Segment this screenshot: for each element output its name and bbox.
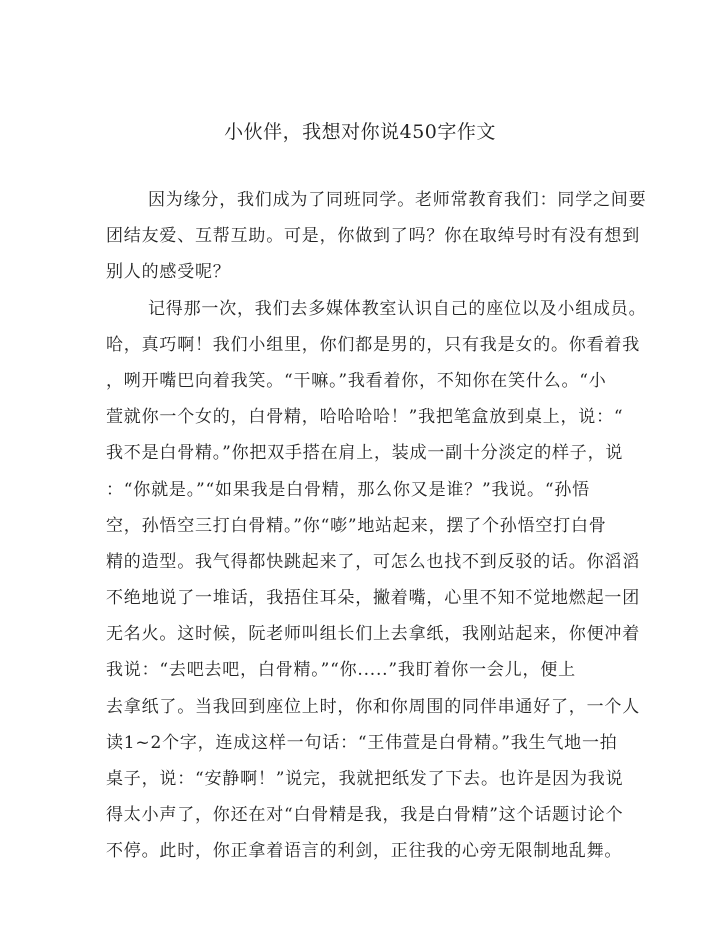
paragraph-1-line-2: 团结友爱、互帮互助。可是，你做到了吗？你在取绰号时有没有想到 [106, 226, 640, 247]
document-body [106, 186, 647, 874]
paragraph-2-line-7: 空，孙悟空三打白骨精。”你“嘭”地站起来，摆了个孙悟空打白骨 [106, 515, 607, 536]
paragraph-2-line-16: 不停。此时，你正拿着语言的利剑，正往我的心旁无限制地乱舞。 [106, 841, 623, 862]
paragraph-2-line-12: 去拿纸了。当我回到座位上时，你和你周围的同伴串通好了，一个人 [106, 696, 640, 717]
paragraph-1-line-3: 别人的感受呢？ [106, 262, 231, 283]
paragraph-2-line-5: 我不是白骨精。”你把双手搭在肩上，装成一副十分淡定的样子，说 [106, 443, 624, 464]
paragraph-2-line-3: ，咧开嘴巴向着我笑。“干嘛。”我看着你，不知你在笑什么。“小 [106, 370, 607, 391]
paragraph-2-line-10: 无名火。这时候，阮老师叫组长们上去拿纸，我刚站起来，你便冲着 [106, 624, 640, 645]
paragraph-2-line-8: 精的造型。我气得都快跳起来了，可怎么也找不到反驳的话。你滔滔 [106, 551, 640, 572]
paragraph-2-line-6: ：“你就是。”“如果我是白骨精，那么你又是谁？”我说。“孙悟 [106, 479, 590, 500]
paragraph-2-line-4: 萱就你一个女的，白骨精，哈哈哈哈！”我把笔盒放到桌上，说：“ [106, 407, 624, 428]
paragraph-1-line-1: 因为缘分，我们成为了同班同学。老师常教育我们：同学之间要 [148, 190, 647, 210]
paragraph-2-line-9: 不绝地说了一堆话，我捂住耳朵，撇着嘴，心里不知不觉地燃起一团 [106, 588, 640, 609]
paragraph-2-line-1: 记得那一次，我们去多媒体教室认识自己的座位以及小组成员。 [148, 298, 647, 319]
paragraph-2-line-15: 得太小声了，你还在对“白骨精是我，我是白骨精”这个话题讨论个 [106, 805, 624, 826]
paragraph-2-line-11: 我说：“去吧去吧，白骨精。”“你.....”我盯着你一会儿，便上 [106, 660, 576, 681]
document-title: 小伙伴，我想对你说450字作文 [224, 121, 496, 143]
paragraph-2-line-13: 读1~2个字，连成这样一句话：“王伟萱是白骨精。”我生气地一拍 [106, 732, 618, 753]
paragraph-2-line-14: 桌子，说：“安静啊！”说完，我就把纸发了下去。也许是因为我说 [106, 769, 624, 789]
paragraph-2-line-2: 哈，真巧啊！我们小组里，你们都是男的，只有我是女的。你看着我 [106, 334, 640, 355]
